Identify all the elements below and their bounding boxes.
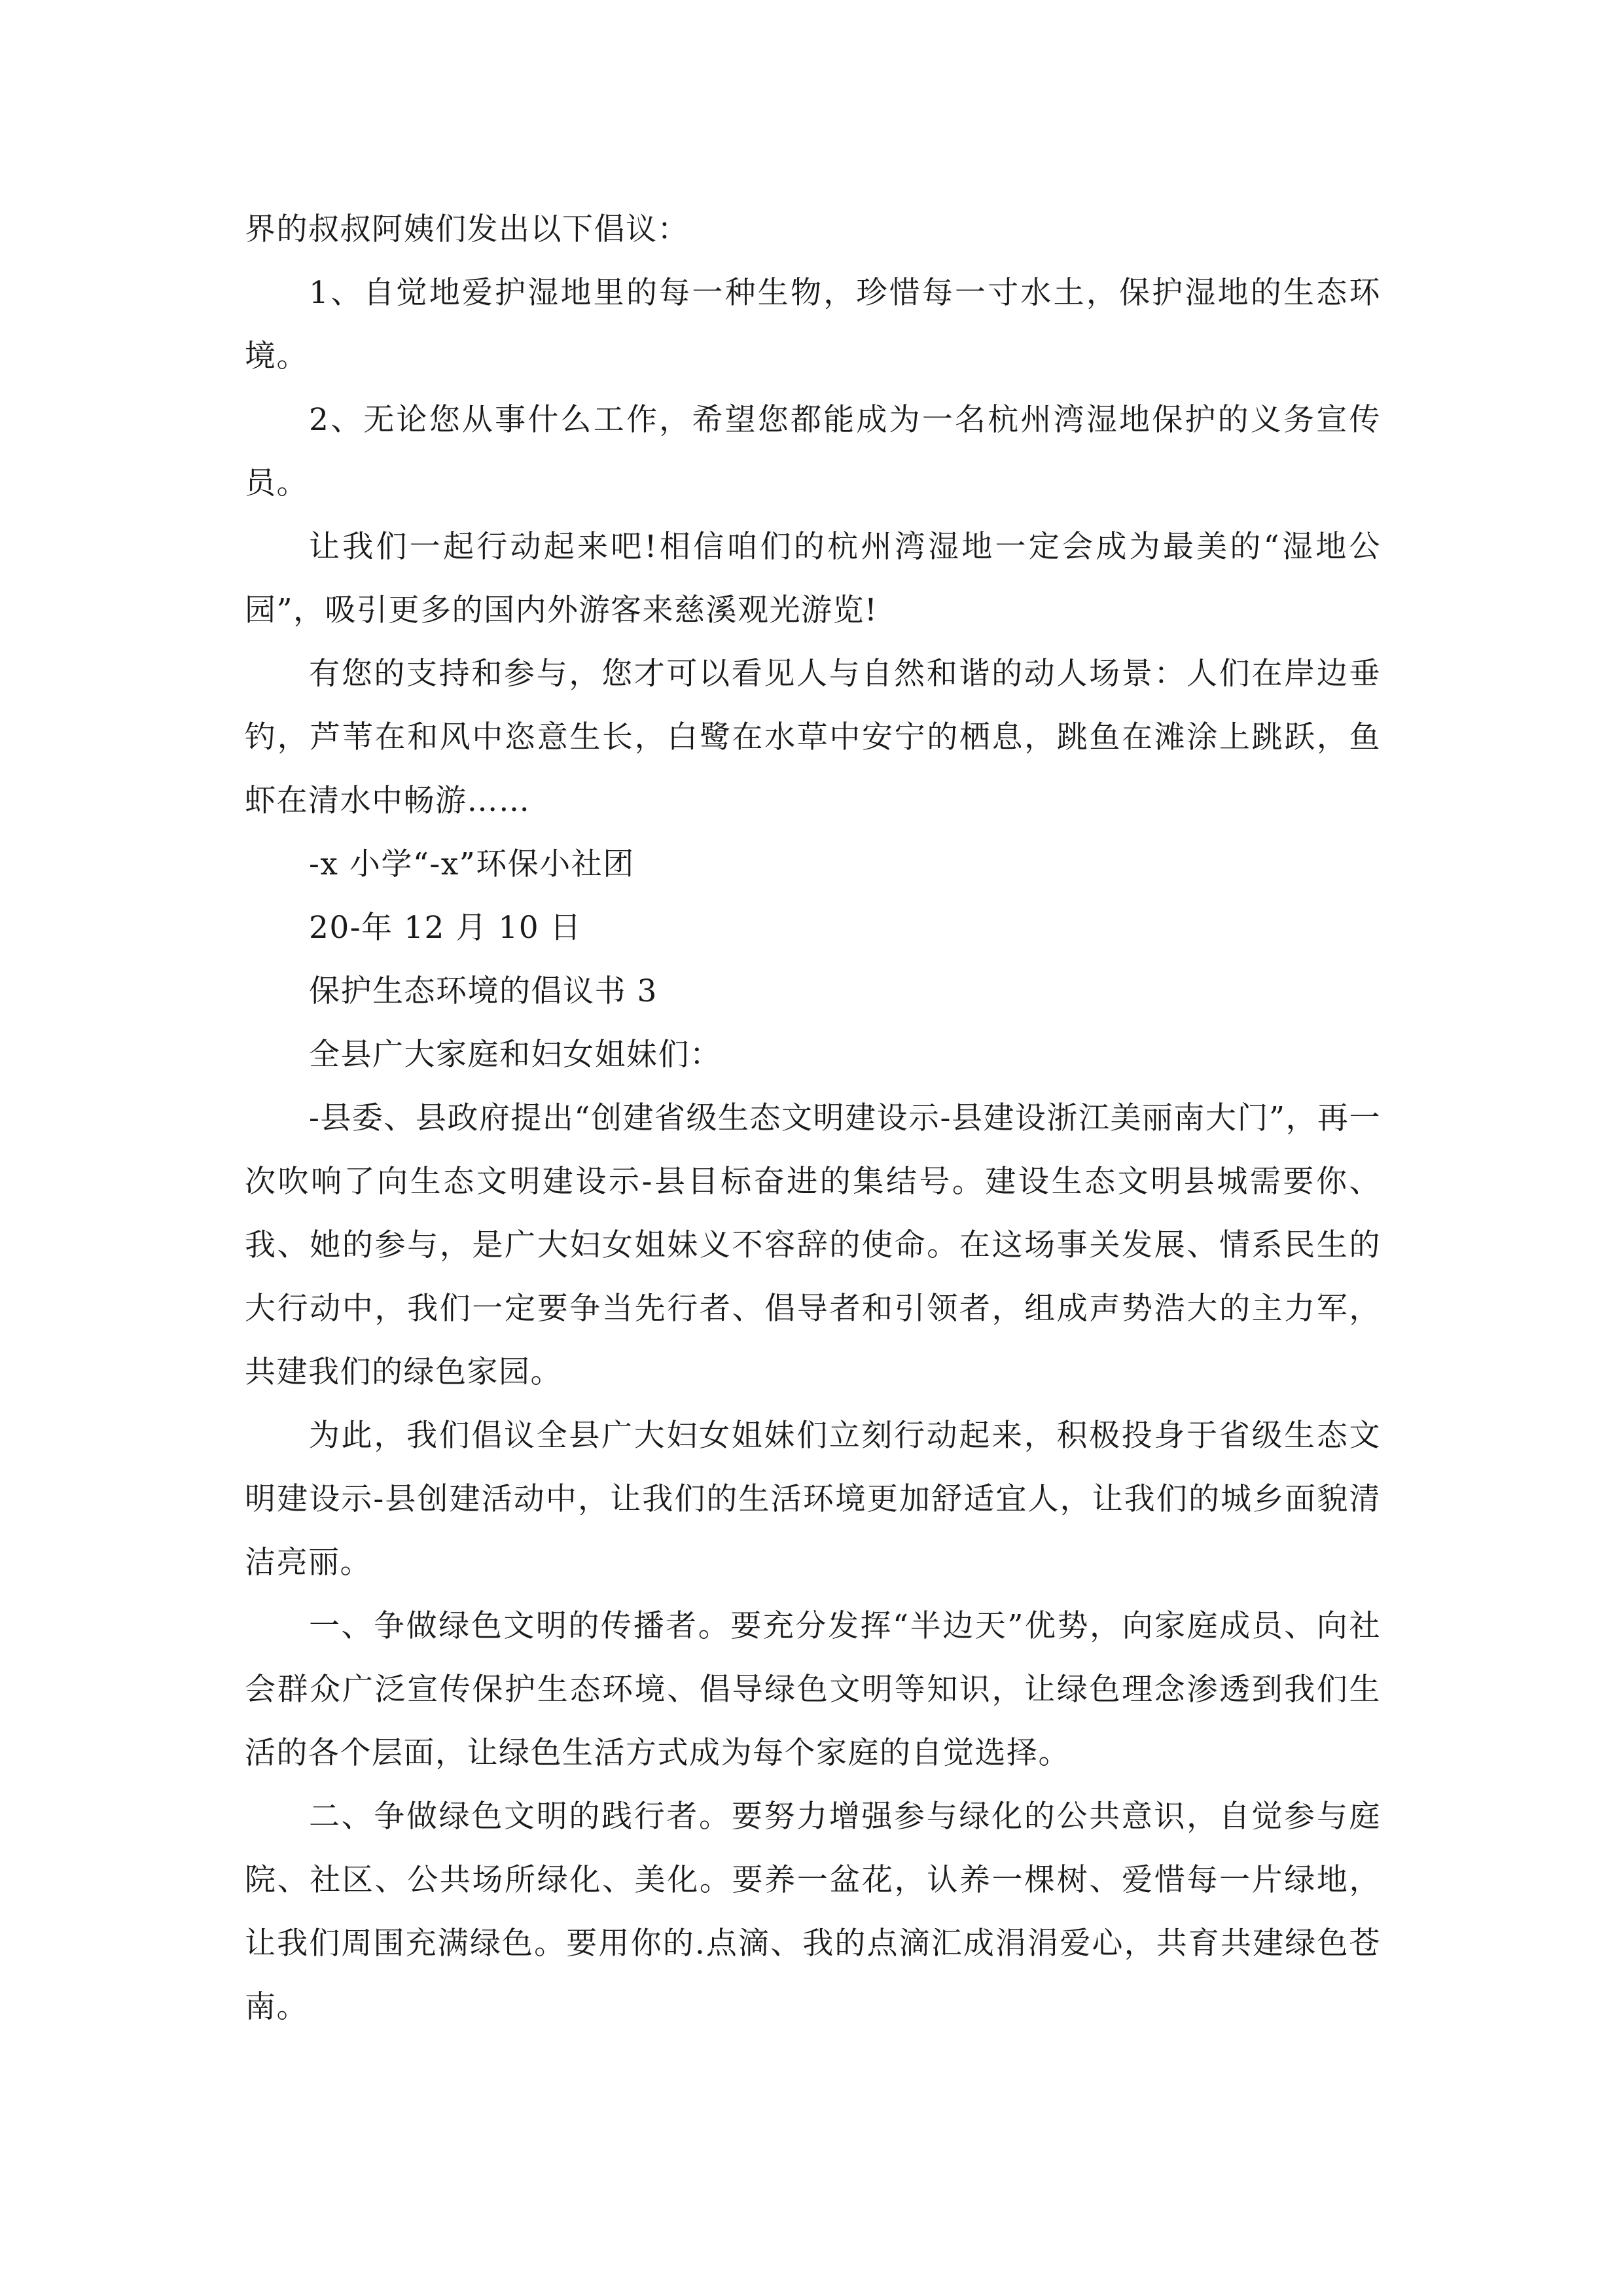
paragraph-call-to-action: 让我们一起行动起来吧!相信咱们的杭州湾湿地一定会成为最美的“湿地公园”，吸引更多的国内外游客来慈溪观光游览! xyxy=(245,529,1381,628)
paragraph-point-2: 二、争做绿色文明的践行者。要努力增强参与绿化的公共意识，自觉参与庭院、社区、公共场所绿化、美化。要养一盆花，认养一棵树、爱惜每一片绿地，让我们周围充满绿色。要用你的.点滴、我的点滴汇成涓涓爱心，共育共建绿色苍南。 xyxy=(245,1799,1381,2025)
paragraph-proposal-1: 1、自觉地爱护湿地里的每一种生物，珍惜每一寸水土，保护湿地的生态环境。 xyxy=(245,275,1381,374)
paragraph-point-1: 一、争做绿色文明的传播者。要充分发挥“半边天”优势，向家庭成员、向社会群众广泛宣传保护生态环境、倡导绿色文明等知识，让绿色理念渗透到我们生活的各个层面，让绿色生活方式成为每个家庭的自觉选择。 xyxy=(245,1608,1381,1771)
paragraph-appeal: 为此，我们倡议全县广大妇女姐妹们立刻行动起来，积极投身于省级生态文明建设示-县创建活动中，让我们的生活环境更加舒适宜人，让我们的城乡面貌清洁亮丽。 xyxy=(245,1418,1381,1581)
section-title: 保护生态环境的倡议书 3 xyxy=(309,973,658,1009)
paragraph-vision: 有您的支持和参与，您才可以看见人与自然和谐的动人场景：人们在岸边垂钓，芦苇在和风中恣意生长，白鹭在水草中安宁的栖息，跳鱼在滩涂上跳跃，鱼虾在清水中畅游…… xyxy=(245,656,1381,819)
paragraph-salutation-continuation: 界的叔叔阿姨们发出以下倡议： xyxy=(245,211,689,247)
salutation: 全县广大家庭和妇女姐妹们： xyxy=(309,1037,722,1073)
paragraph-intro: -县委、县政府提出“创建省级生态文明建设示-县建设浙江美丽南大门”，再一次吹响了向生态文明建设示-县目标奋进的集结号。建设生态文明县城需要你、我、她的参与，是广大妇女姐妹义不容辞的使命。在这场事关发展、情系民生的大行动中，我们一定要争当先行者、倡导者和引领者，组成声势浩大的主力军，共建我们的绿色家园。 xyxy=(245,1100,1381,1390)
paragraph-proposal-2: 2、无论您从事什么工作，希望您都能成为一名杭州湾湿地保护的义务宣传员。 xyxy=(245,402,1381,501)
signature-organization: -x 小学“-x”环保小社团 xyxy=(309,846,635,882)
document-body xyxy=(245,198,1381,2039)
signature-date: 20-年 12 月 10 日 xyxy=(309,910,582,946)
